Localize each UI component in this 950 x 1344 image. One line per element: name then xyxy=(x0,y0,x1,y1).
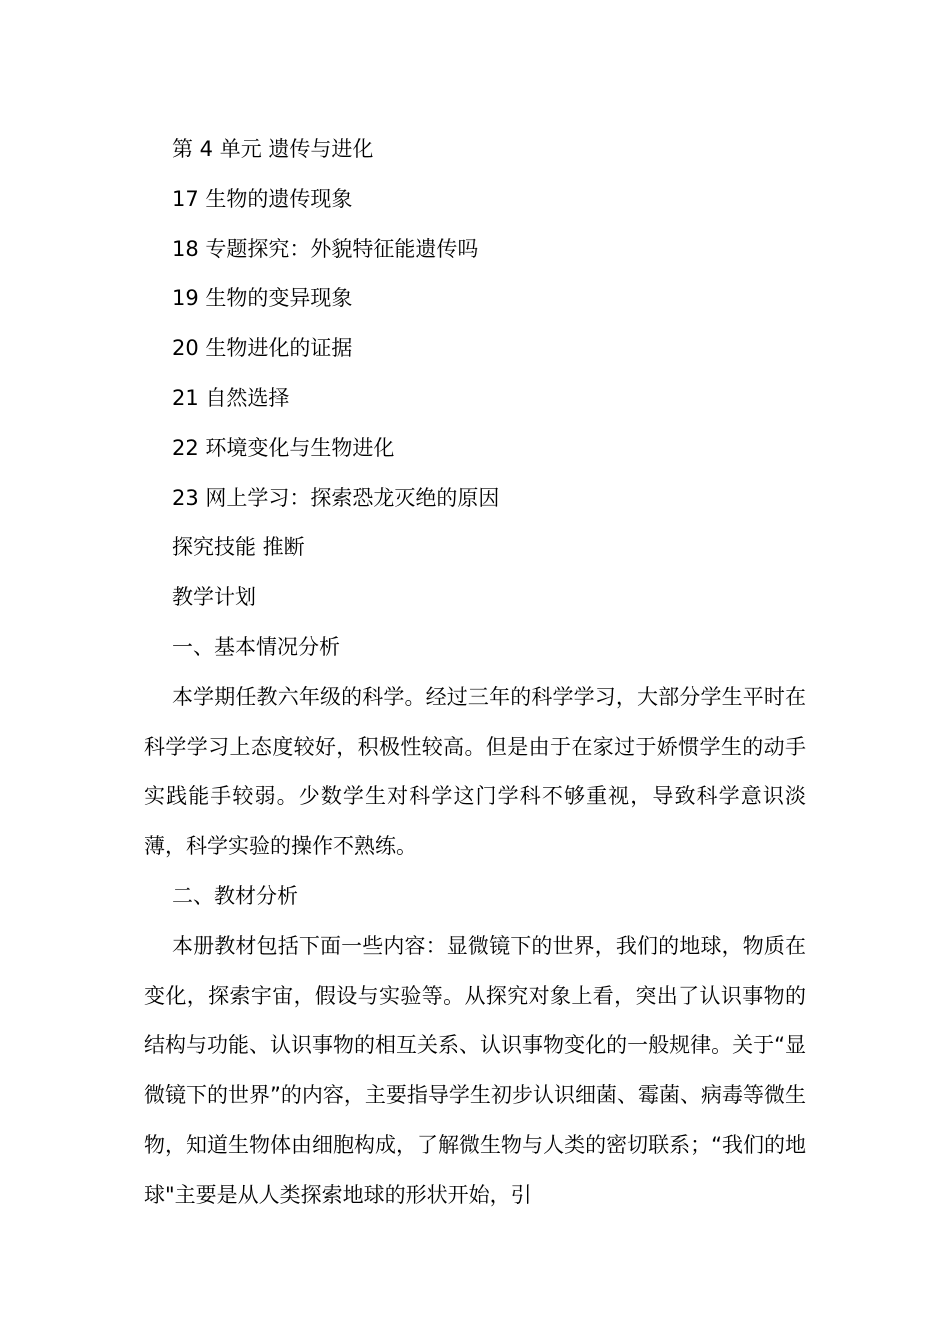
toc-item-18: 18 专题探究：外貌特征能遗传吗 xyxy=(172,236,479,261)
toc-item-23: 23 网上学习：探索恐龙灭绝的原因 xyxy=(172,485,500,510)
toc-item-19: 19 生物的变异现象 xyxy=(172,286,353,311)
toc-item-21: 21 自然选择 xyxy=(172,385,290,410)
section-2-body: 本册教材包括下面一些内容：显微镜下的世界，我们的地球，物质在变化，探索宇宙，假设与实验等。从探究对象上看，突出了认识事物的结构与功能、认识事物的相互关系、认识事物变化的一般规律。关于“显微镜下的世界”的内容，主要指导学生初步认识细菌、霉菌、病毒等微生物，知道生物体由细胞构成，了解微生物与人类的密切联系；“我们的地球"主要是从人类探索地球的形状开始，引 xyxy=(144,933,806,1207)
section-1-heading: 一、基本情况分析 xyxy=(172,634,340,659)
document-body xyxy=(144,125,806,1221)
toc-item-17: 17 生物的遗传现象 xyxy=(172,186,353,211)
toc-item-20: 20 生物进化的证据 xyxy=(172,336,353,361)
plan-heading: 教学计划 xyxy=(172,585,256,610)
section-1-body: 本学期任教六年级的科学。经过三年的科学学习，大部分学生平时在科学学习上态度较好，积极性较高。但是由于在家过于娇惯学生的动手实践能手较弱。少数学生对科学这门学科不够重视，导致科学意识淡薄，科学实验的操作不熟练。 xyxy=(144,684,806,859)
section-2-heading: 二、教材分析 xyxy=(172,883,298,908)
toc-item-22: 22 环境变化与生物进化 xyxy=(172,435,395,460)
toc-skill: 探究技能 推断 xyxy=(172,535,305,560)
toc-unit-heading: 第 4 单元 遗传与进化 xyxy=(172,137,374,161)
